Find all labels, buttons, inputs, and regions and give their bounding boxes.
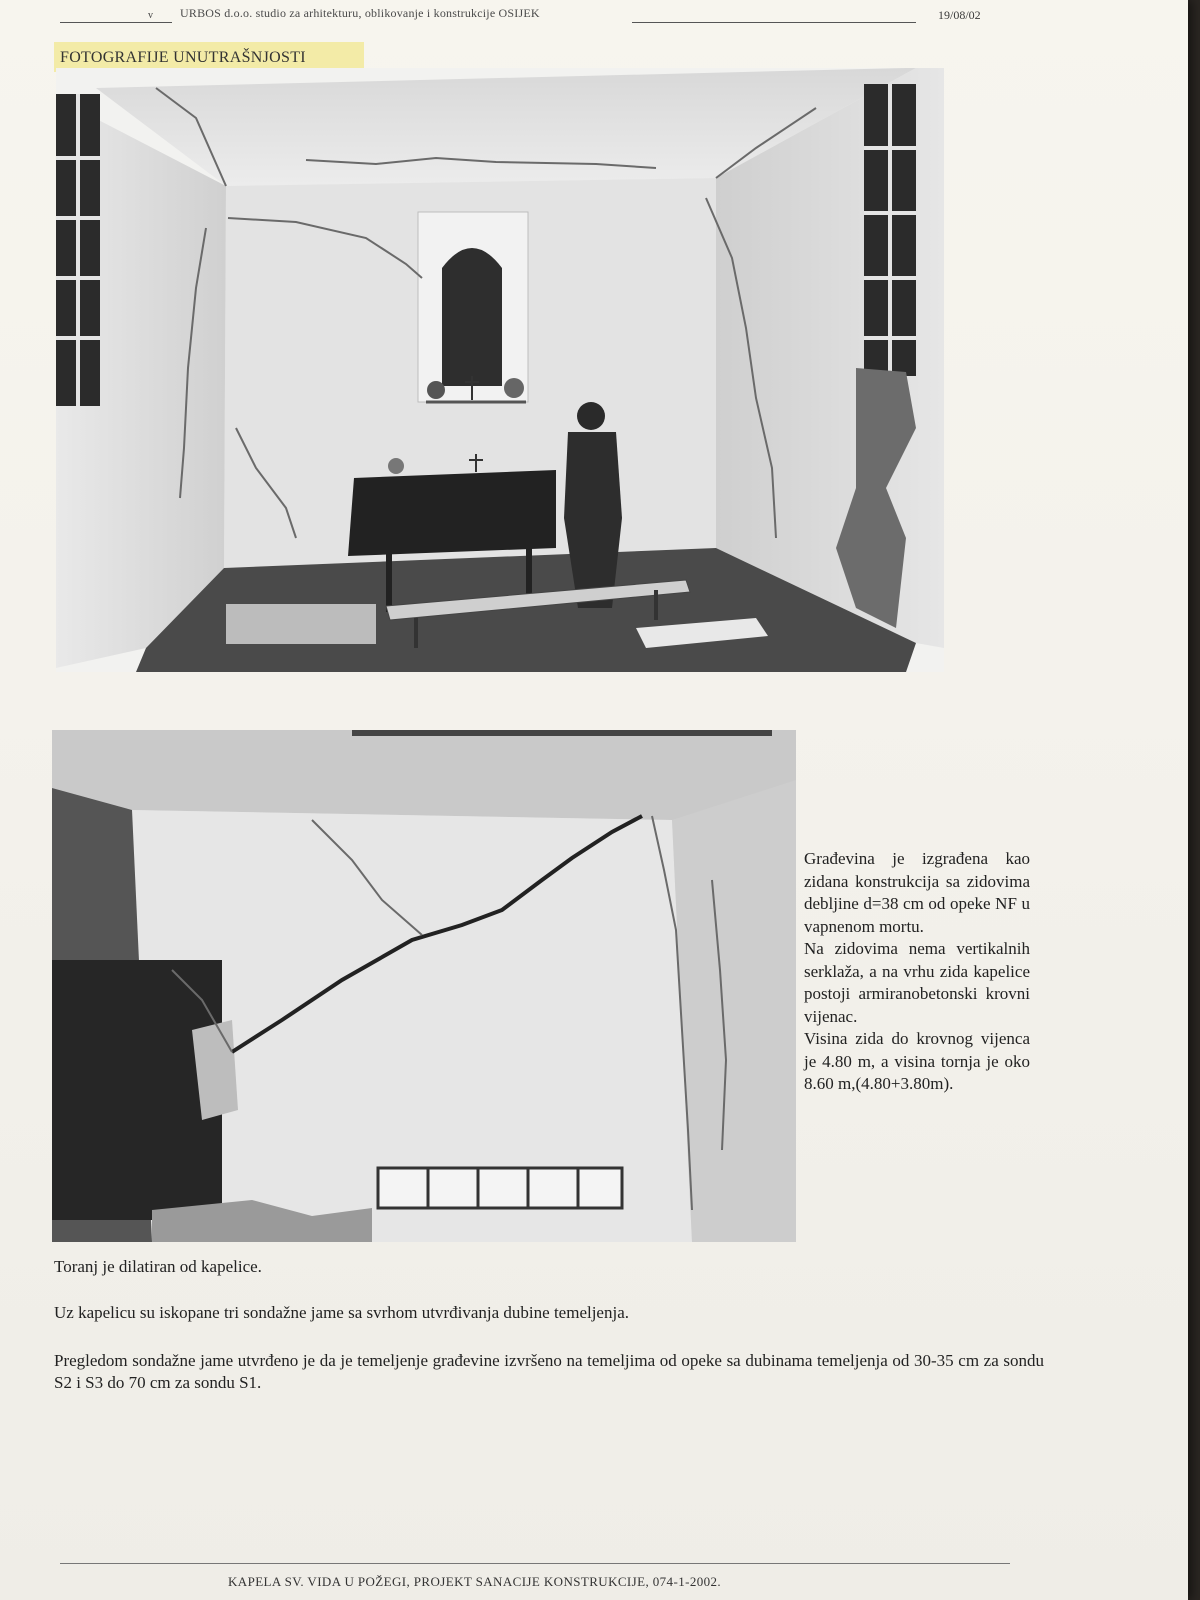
side-note-paragraph-1: Građevina je izgrađena kao zidana konstrukcija sa zidovima debljine d=38 cm od opeke NF u vapnenom mortu. xyxy=(804,849,1030,936)
footer-rule xyxy=(60,1563,1010,1564)
photo-chapel-interior xyxy=(56,68,944,672)
header-date: 19/08/02 xyxy=(938,8,981,22)
side-note-paragraph-3: Visina zida do krovnog vijenca je 4.80 m, a visina tornja je oko 8.60 m,(4.80+3.80m). xyxy=(804,1029,1030,1093)
side-note-paragraph-2: Na zidovima nema vertikalnih serklaža, a na vrhu zida kapelice postoji armiranobetonski krovni vijenac. xyxy=(804,939,1030,1026)
header-company: URBOS d.o.o. studio za arhitekturu, oblikovanje i konstrukcije OSIJEK xyxy=(180,6,540,20)
section-title: FOTOGRAFIJE UNUTRAŠNJOSTI xyxy=(54,42,364,72)
footer-text: KAPELA SV. VIDA U POŽEGI, PROJEKT SANACIJE KONSTRUKCIJE, 074-1-2002. xyxy=(228,1574,722,1589)
side-note xyxy=(804,848,1030,1096)
body-paragraph-1: Toranj je dilatiran od kapelice. xyxy=(54,1257,262,1276)
body-paragraph-3: Pregledom sondažne jame utvrđeno je da je temeljenje građevine izvršeno na temeljima od opeke sa dubinama temeljenja od 30-35 cm za sondu S2 i S3 do 70 cm za sondu S1. xyxy=(54,1351,1044,1392)
photo-chapel-interior-drawing xyxy=(56,68,944,672)
header-rule-right xyxy=(632,22,916,23)
photo-wall-crack xyxy=(52,730,796,1242)
body-paragraph-2: Uz kapelicu su iskopane tri sondažne jame sa svrhom utvrđivanja dubine temeljenja. xyxy=(54,1303,629,1322)
header-rule-left xyxy=(60,22,172,23)
photo-wall-crack-drawing xyxy=(52,730,796,1242)
header-mark: v xyxy=(148,10,153,21)
